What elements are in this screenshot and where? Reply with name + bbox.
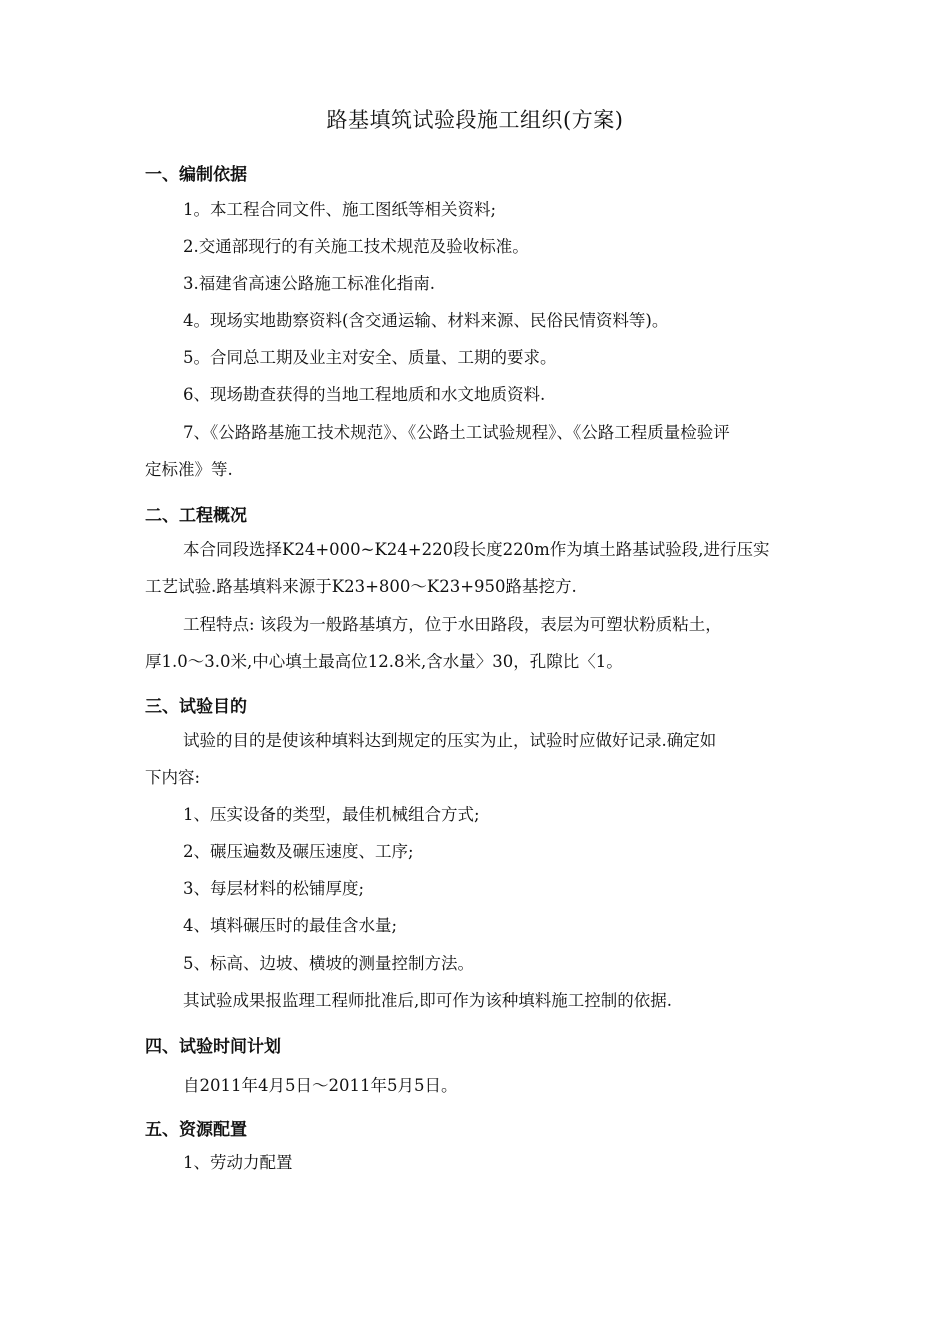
paragraph-line: 7、《公路路基施工技术规范》、《公路土工试验规程》、《公路工程质量检验评 [183,423,730,442]
paragraph-line: 其试验成果报监理工程师批准后,即可作为该种填料施工控制的依据. [183,991,672,1010]
paragraph-line: 下内容: [145,768,201,787]
section-heading: 二、工程概况 [145,506,247,526]
paragraph-line: 1。本工程合同文件、施工图纸等相关资料; [183,200,497,219]
paragraph-line: 定标准》等. [145,460,233,479]
paragraph-line: 2.交通部现行的有关施工技术规范及验收标准。 [183,237,529,256]
section-heading: 一、编制依据 [145,165,247,185]
paragraph-line: 1、压实设备的类型，最佳机械组合方式; [183,805,480,824]
section-heading: 五、资源配置 [145,1120,247,1140]
paragraph-line: 2、碾压遍数及碾压速度、工序; [183,842,414,861]
paragraph-line: 厚1.0～3.0米,中心填土最高位12.8米,含水量〉30，孔隙比〈1。 [145,652,623,671]
paragraph-line: 工程特点: 该段为一般路基填方，位于水田路段，表层为可塑状粉质粘土， [183,615,722,634]
section-heading: 四、试验时间计划 [145,1037,281,1057]
paragraph-line: 4、填料碾压时的最佳含水量; [183,916,398,935]
paragraph-line: 1、劳动力配置 [183,1153,293,1172]
paragraph-line: 自2011年4月5日～2011年5月5日。 [183,1076,458,1095]
paragraph-line: 6、现场勘查获得的当地工程地质和水文地质资料. [183,385,546,404]
section-heading: 三、试验目的 [145,697,247,717]
paragraph-line: 3、每层材料的松铺厚度; [183,879,365,898]
paragraph-line: 工艺试验.路基填料来源于K23+800～K23+950路基挖方. [145,577,577,596]
paragraph-line: 5。合同总工期及业主对安全、质量、工期的要求。 [183,348,557,367]
paragraph-line: 本合同段选择K24+000~K24+220段长度220m作为填土路基试验段,进行压实 [183,540,770,559]
document-title: 路基填筑试验段施工组织(方案) [326,108,624,132]
paragraph-line: 5、标高、边坡、横坡的测量控制方法。 [183,954,474,973]
paragraph-line: 4。现场实地勘察资料(含交通运输、材料来源、民俗民情资料等)。 [183,311,669,330]
paragraph-line: 试验的目的是使该种填料达到规定的压实为止，试验时应做好记录.确定如 [183,731,717,750]
paragraph-line: 3.福建省高速公路施工标准化指南. [183,274,435,293]
